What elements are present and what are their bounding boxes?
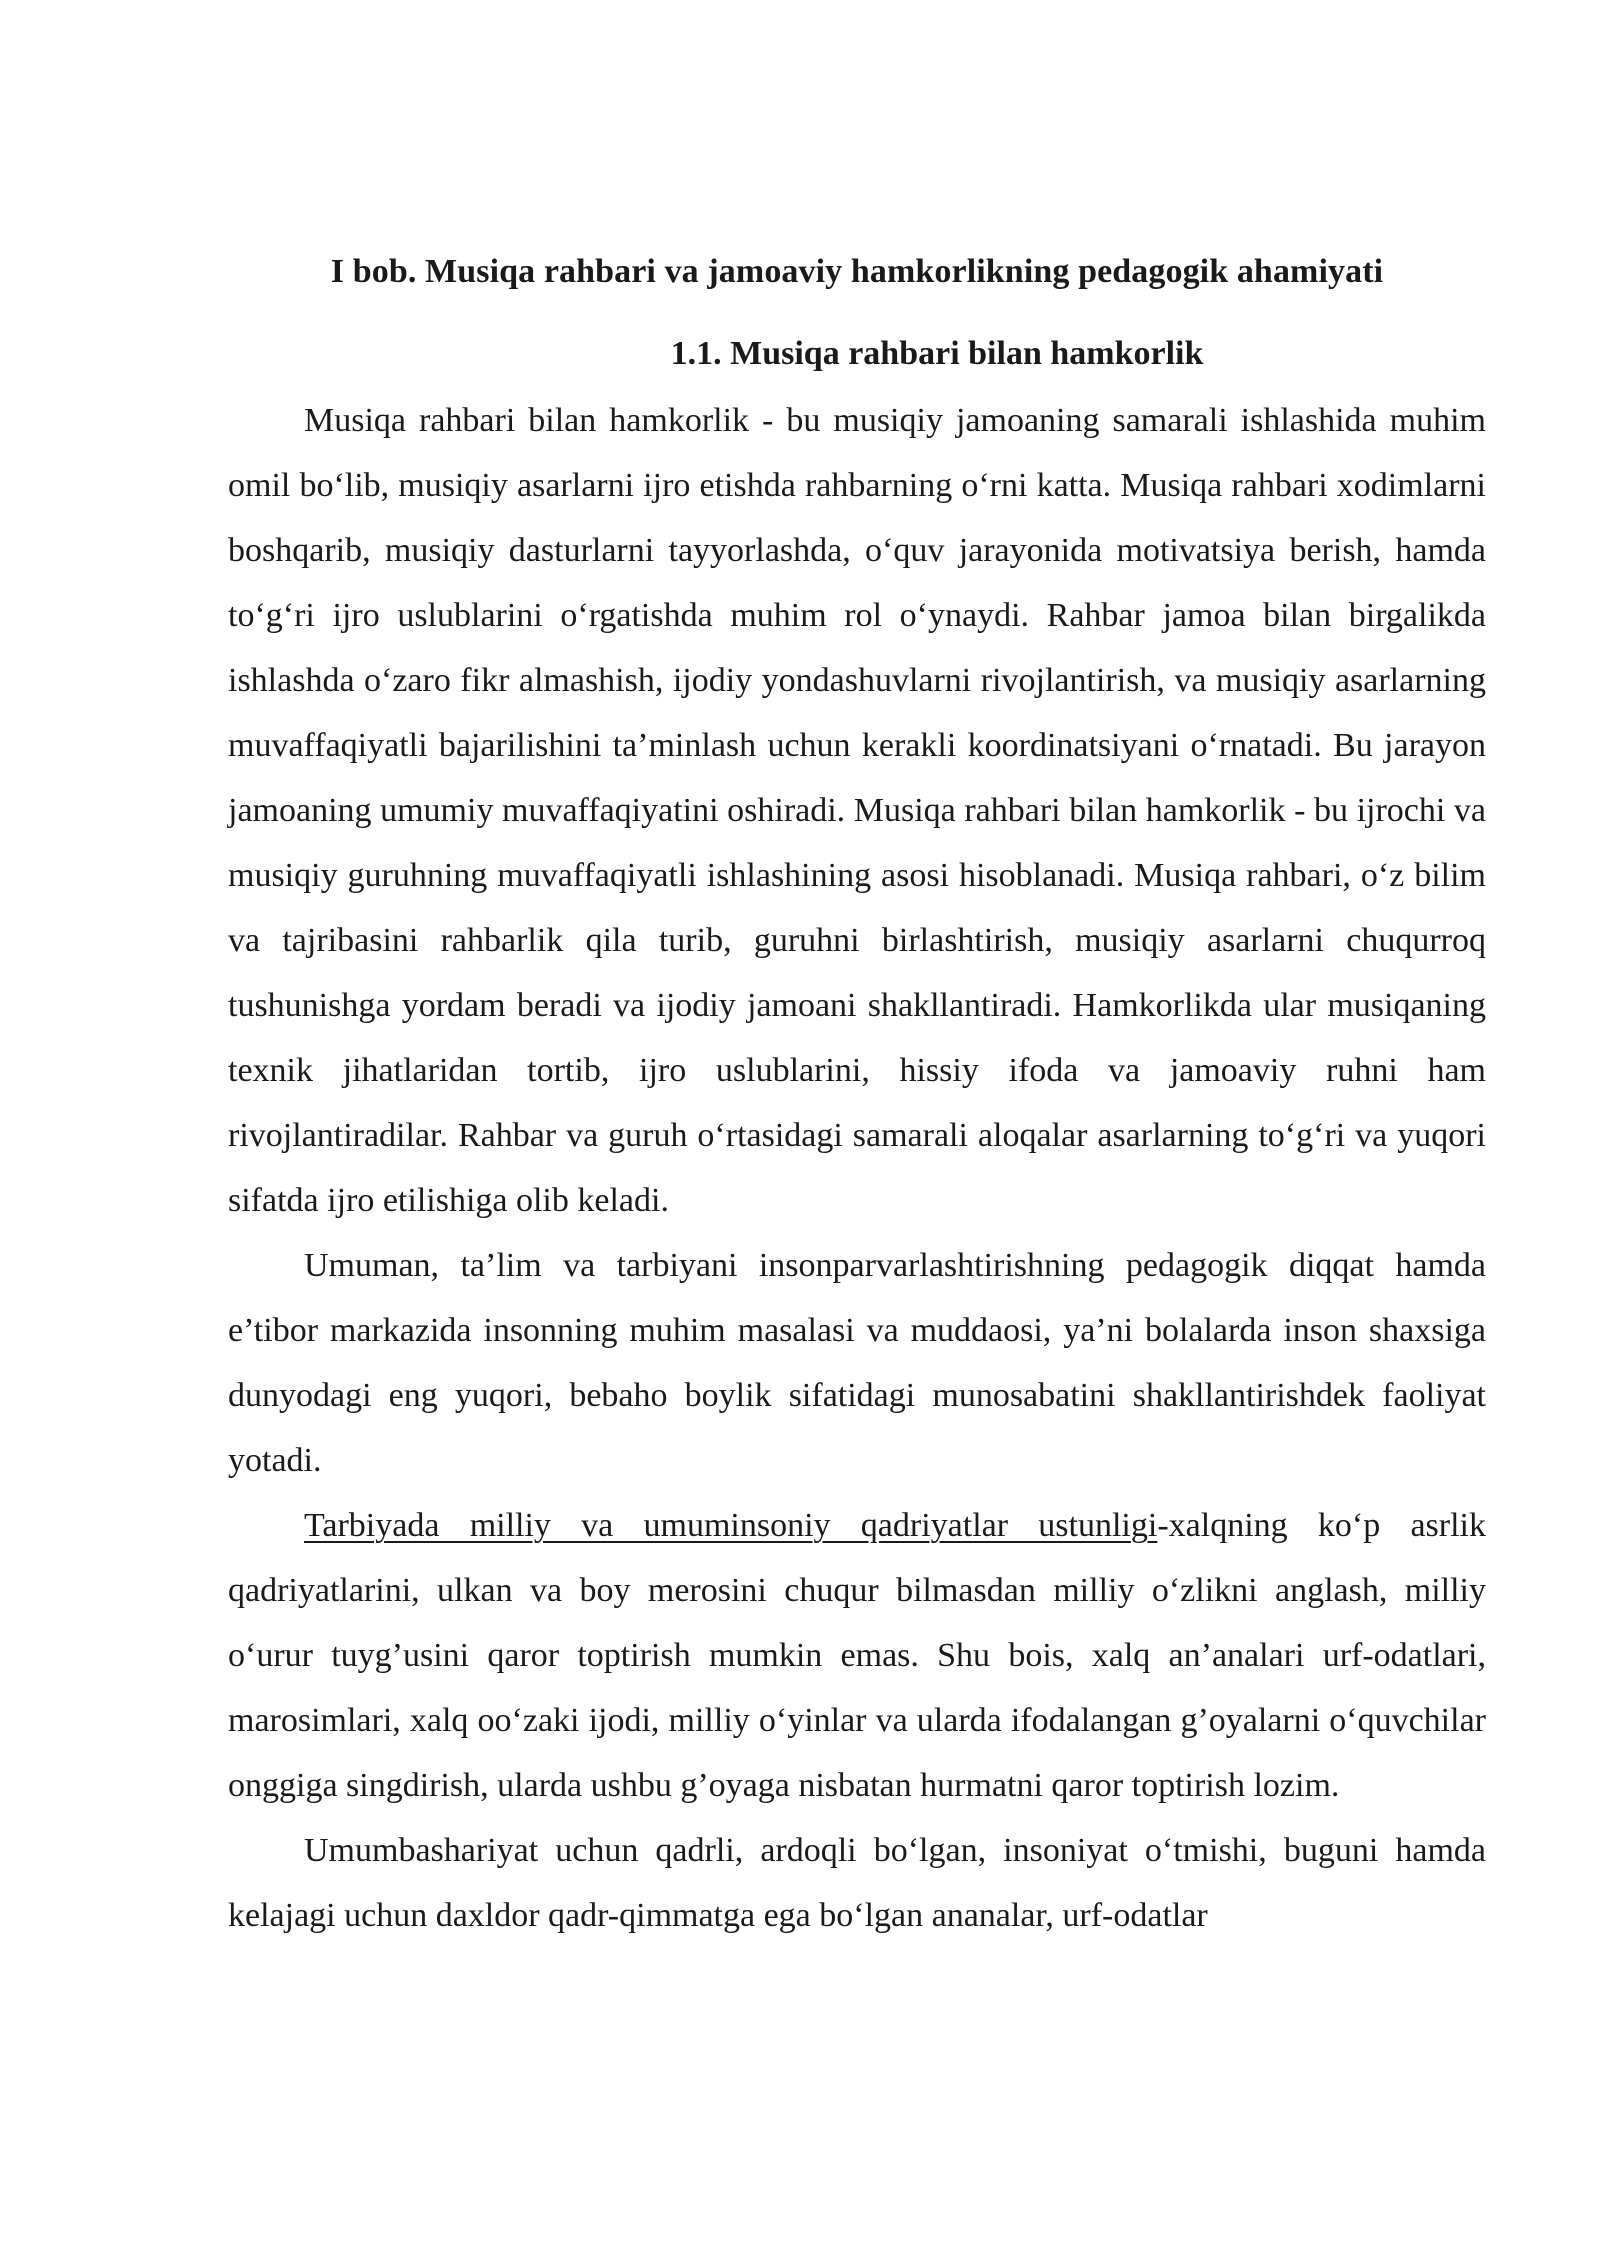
document-body	[228, 250, 1486, 1948]
paragraph-3-text: -xalqning ko‘p asrlik qadriyatlarini, ulkan va boy merosini chuqur bilmasdan milliy o‘zlikni anglash, milliy o‘urur tuyg’usini qaror toptirish mumkin emas. Shu bois, xalq an’analari urf-odatlari, marosimlari, xalq oo‘zaki ijodi, milliy o‘yinlar va ularda ifodalangan g’oyalarni o‘quvchilar onggiga singdirish, ularda ushbu g’oyaga nisbatan hurmatni qaror toptirish lozim.	[228, 1507, 1487, 1804]
paragraph-4: Umumbashariyat uchun qadrli, ardoqli bo‘lgan, insoniyat o‘tmishi, buguni hamda kelajagi uchun daxldor qadr-qimmatga ega bo‘lgan ananalar, urf-odatlar	[228, 1832, 1486, 1934]
paragraph-1: Musiqa rahbari bilan hamkorlik - bu musiqiy jamoaning samarali ishlashida muhim omil bo‘lib, musiqiy asarlarni ijro etishda rahbarning o‘rni katta. Musiqa rahbari xodimlarni boshqarib, musiqiy dasturlarni tayyorlashda, o‘quv jarayonida motivatsiya berish, hamda to‘g‘ri ijro uslublarini o‘rgatishda muhim rol o‘ynaydi. Rahbar jamoa bilan birgalikda ishlashda o‘zaro fikr almashish, ijodiy yondashuvlarni rivojlantirish, va musiqiy asarlarning muvaffaqiyatli bajarilishini ta’minlash uchun kerakli koordinatsiyani o‘rnatadi. Bu jarayon jamoaning umumiy muvaffaqiyatini oshiradi. Musiqa rahbari bilan hamkorlik - bu ijrochi va musiqiy guruhning muvaffaqiyatli ishlashining asosi hisoblanadi. Musiqa rahbari, o‘z bilim va tajribasini rahbarlik qila turib, guruhni birlashtirish, musiqiy asarlarni chuqurroq tushunishga yordam beradi va ijodiy jamoani shakllantiradi. Hamkorlikda ular musiqaning texnik jihatlaridan tortib, ijro uslublarini, hissiy ifoda va jamoaviy ruhni ham rivojlantiradilar. Rahbar va guruh o‘rtasidagi samarali aloqalar asarlarning to‘g‘ri va yuqori sifatda ijro etilishiga olib keladi.	[228, 402, 1486, 1219]
underlined-phrase: Tarbiyada milliy va umuminsoniy qadriyatlar ustunligi	[304, 1507, 1158, 1544]
paragraph-3	[228, 1493, 1486, 1818]
section-title: 1.1. Musiqa rahbari bilan hamkorlik	[670, 335, 1204, 372]
chapter-title: I bob. Musiqa rahbari va jamoaviy hamkorlikning pedagogik ahamiyati	[330, 253, 1384, 290]
paragraph-2: Umuman, ta’lim va tarbiyani insonparvarlashtirishning pedagogik diqqat hamda e’tibor markazida insonning muhim masalasi va muddaosi, ya’ni bolalarda inson shaxsiga dunyodagi eng yuqori, bebaho boylik sifatidagi munosabatini shakllantirishdek faoliyat yotadi.	[228, 1247, 1486, 1479]
